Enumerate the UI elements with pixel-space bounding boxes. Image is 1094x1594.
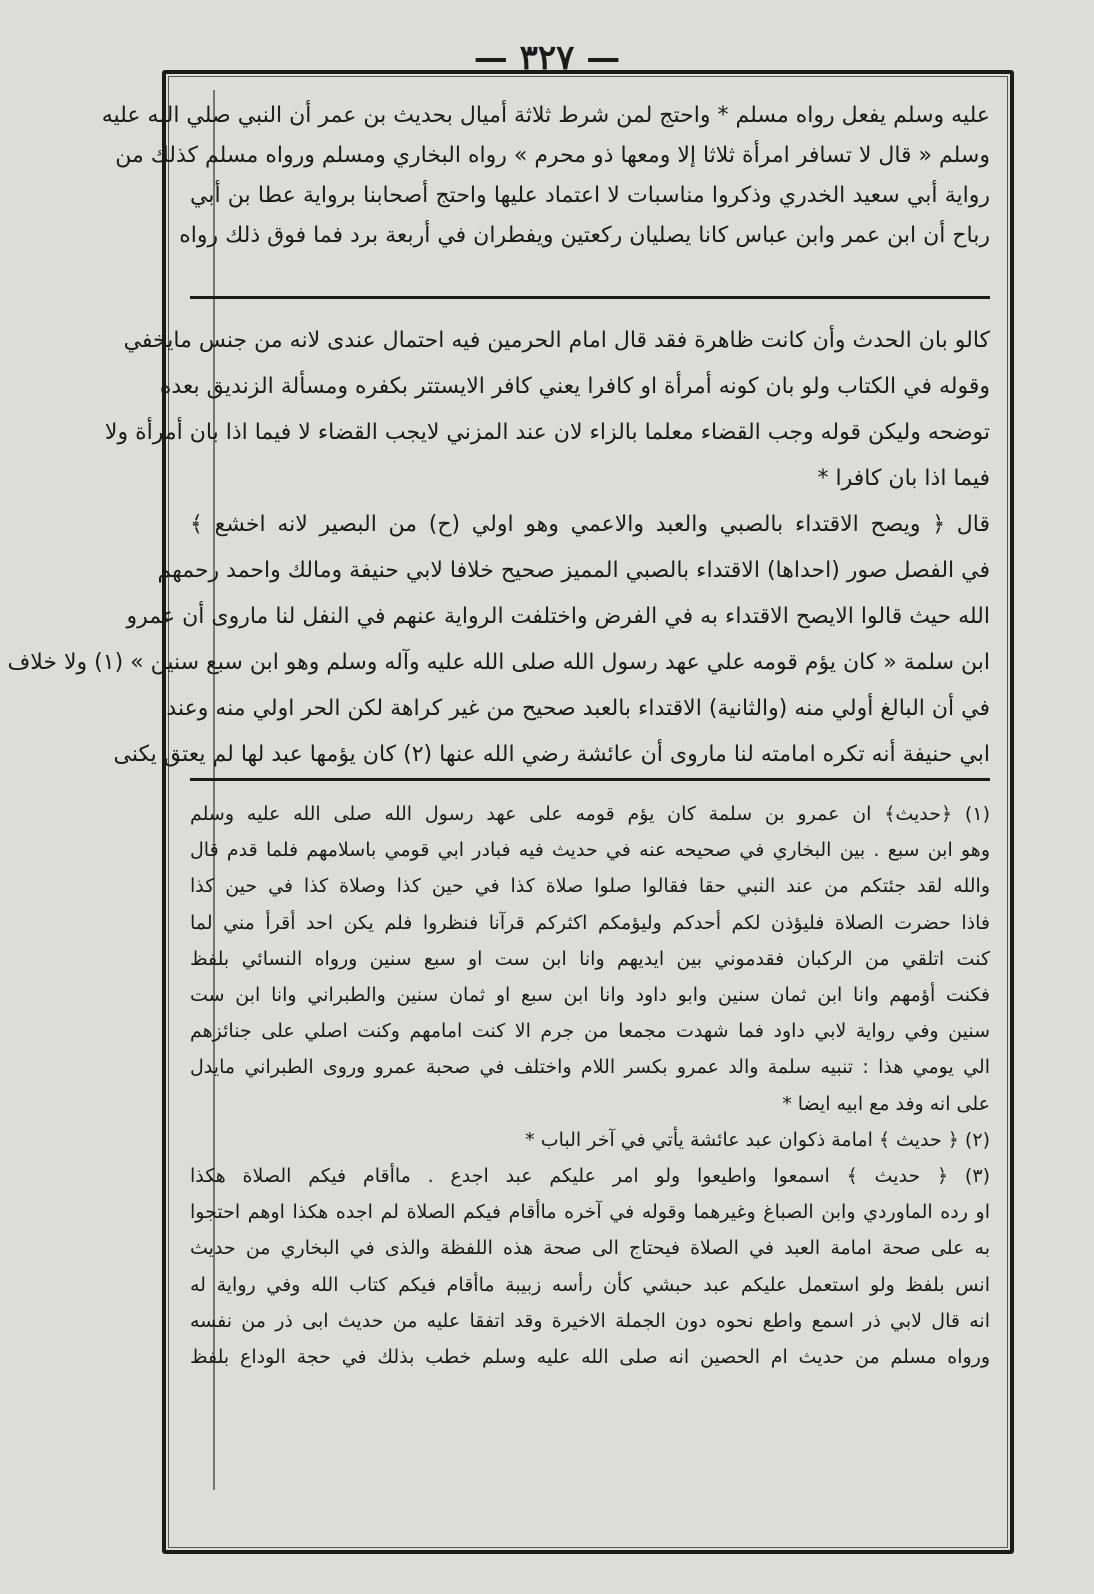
footnote-line: والله لقد جئتكم من عند النبي حقا فقالوا صلوا صلاة كذا في حين كذا وصلاة كذا في حين كذا xyxy=(190,875,990,898)
text-line: في أن البالغ أولي منه (والثانية) الاقتداء بالعبد صحيح من غير كراهة لكن الحر اولي منه وعند xyxy=(166,696,990,721)
text-line: وسلم « قال لا تسافر امرأة ثلاثا إلا ومعها ذو محرم » رواه البخاري ومسلم ورواه مسلم كذلك من xyxy=(115,143,990,168)
footnote-line: انه قال لابي ذر اسمع واطع نحوه دون الجملة الاخيرة وقد اتفقا عليه من حديث ابى ذر من نفسه xyxy=(190,1309,990,1332)
text-line: فيما اذا بان كافرا * xyxy=(817,466,990,491)
main-text-top xyxy=(101,96,990,256)
text-line: ابن سلمة « كان يؤم قومه علي عهد رسول الله صلى الله عليه وآله وسلم وهو ابن سبع سنين » (١) ولا خلاف xyxy=(7,650,990,675)
footnote-line: فكنت أؤمهم وانا ابن ثمان سنين وابو داود وانا ابن سبع او ثمان سنين والطبراني وانا ابن ست xyxy=(190,984,990,1007)
footnote-line: فاذا حضرت الصلاة فليؤذن لكم أحدكم وليؤمكم اكثركم قرآنا فنظروا فلم يكن احد أقرأ مني لما xyxy=(190,911,990,934)
footnote-line: سنين وفي رواية لابي داود فما شهدت مجمعا من جرم الا كنت امامهم وكنت اصلي على جنائزهم xyxy=(190,1020,990,1043)
text-line: عليه وسلم يفعل رواه مسلم * واحتج لمن شرط ثلاثة أميال بحديث بن عمر أن النبي صلي الله عليه xyxy=(101,103,990,128)
text-line: ابي حنيفة أنه تكره امامته لنا ماروى أن عائشة رضي الله عنها (٢) كان يؤمها عبد لها لم يعتق يكنى xyxy=(113,742,990,767)
footnote-line: (٣) ﴿ حديث ﴾ اسمعوا واطيعوا ولو امر عليكم عبد اجدع . ماأقام فيكم الصلاة هكذا xyxy=(190,1165,990,1188)
footnote-line: (٢) ﴿ حديث ﴾ امامة ذكوان عبد عائشة يأتي في آخر الباب * xyxy=(525,1128,990,1151)
text-line: الله حيث قالوا الايصح الاقتداء به في الفرض واختلفت الرواية عنهم في النفل لنا ماروى أن عمرو xyxy=(126,604,990,629)
text-line: كالو بان الحدث وأن كانت ظاهرة فقد قال امام الحرمين فيه احتمال عندى لانه من جنس مايخفي xyxy=(123,328,990,353)
text-line: توضحه وليكن قوله وجب القضاء معلما بالزاء لان عند المزني لايجب القضاء لا فيما اذا بان أمرأة ولا xyxy=(104,420,990,445)
footnote-line: (١) ﴿حديث﴾ ان عمرو بن سلمة كان يؤم قومه على عهد رسول الله صلى الله عليه وسلم xyxy=(190,803,990,825)
section-divider xyxy=(190,296,990,299)
text-line: وقوله في الكتاب ولو بان كونه أمرأة او كافرا يعني كافر الايستتر بكفره ومسألة الزنديق بعده xyxy=(159,374,990,399)
text-line: في الفصل صور (احداها) الاقتداء بالصبي المميز صحيح خلافا لابي حنيفة ومالك واحمد رحمهم xyxy=(157,558,990,583)
footnote-line: وهو ابن سبع . بين البخاري في صحيحه عنه في حديث فيه فبادر ابي قومي باسلامهم فلما قدم قال xyxy=(190,839,990,862)
text-line: رباح أن ابن عمر وابن عباس كانا يصليان ركعتين ويفطران في أربعة برد فما فوق ذلك رواه xyxy=(179,223,990,248)
footnote-line: الي يومي هذا : تنبيه سلمة والد عمرو بكسر اللام واختلف في صحبة عمرو وروى الطبراني مايدل xyxy=(190,1056,990,1079)
footnote-line: ورواه مسلم من حديث ام الحصين انه صلى الله عليه وسلم خطب بذلك في حجة الوداع بلفظ xyxy=(190,1346,990,1369)
footnotes xyxy=(190,796,990,1375)
footnote-divider xyxy=(190,778,990,781)
footnote-line: كنت اتلقي من الركبان فقدموني بين ايديهم وانا ابن ست او سبع سنين ورواه النسائي بلفظ xyxy=(190,947,990,970)
footnote-line: انس بلفظ ولو استعمل عليكم عبد حبشي كأن رأسه زبيبة ماأقام فيكم كتاب الله وفي رواية له xyxy=(190,1273,990,1296)
main-text-body xyxy=(7,318,990,778)
footnote-line: به على صحة امامة العبد في الصلاة فيحتاج الى صحة هذه اللفظة والذى في البخاري من حديث xyxy=(190,1237,990,1260)
footnote-line: على انه وفد مع ابيه ايضا * xyxy=(782,1092,990,1115)
text-line: قال ﴿ ويصح الاقتداء بالصبي والعبد والاعمي وهو اولي (ح) من البصير لانه اخشع ﴾ xyxy=(190,512,990,537)
page-number: — ٣٢٧ — xyxy=(473,38,621,78)
footnote-line: او رده الماوردي وابن الصباغ وغيرهما وقوله في آخره ماأقام فيكم الصلاة لم اجده هكذا اوهم احتجوا xyxy=(190,1201,990,1224)
text-line: رواية أبي سعيد الخدري وذكروا مناسبات لا اعتماد عليها واحتج أصحابنا برواية عطا بن أبي xyxy=(190,183,990,208)
